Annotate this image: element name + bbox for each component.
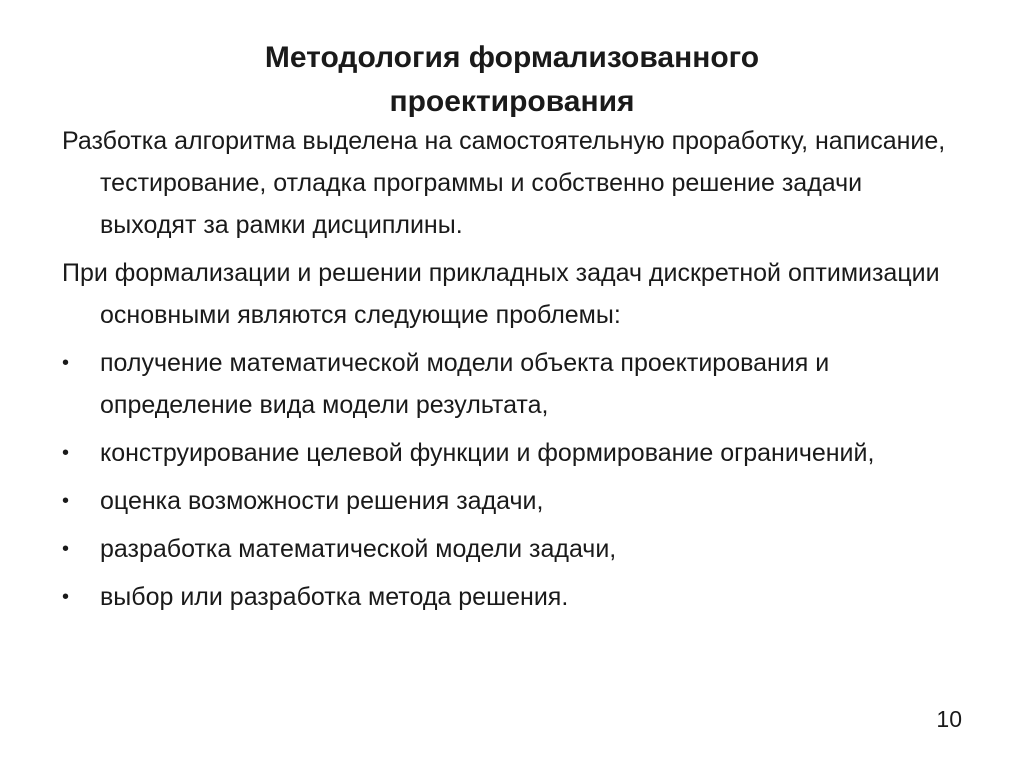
list-item	[62, 576, 962, 618]
list-item	[62, 528, 962, 570]
bullet-icon: •	[62, 538, 70, 560]
list-item-text: конструирование целевой функции и формирование ограничений,	[100, 439, 875, 467]
slide-body	[62, 120, 962, 624]
list-item	[62, 432, 962, 474]
page-number: 10	[936, 706, 962, 732]
list-item-text: оценка возможности решения задачи,	[100, 487, 544, 515]
bullet-icon: •	[62, 586, 70, 608]
list-item-text: выбор или разработка метода решения.	[100, 583, 569, 611]
bullet-icon: •	[62, 442, 70, 464]
list-item-text: получение математической модели объекта проектирования и определение вида модели результата,	[100, 349, 830, 419]
paragraph-algorithm: Разботка алгоритма выделена на самостоятельную проработку, написание, тестирование, отладка программы и собственно решение задачи выходят за рамки дисциплины.	[62, 127, 946, 239]
paragraph-problems-intro: При формализации и решении прикладных задач дискретной оптимизации основными являются следующие проблемы:	[62, 259, 940, 329]
slide-title	[0, 36, 1024, 124]
slide-title-line-2: проектирования	[389, 85, 635, 118]
list-item-text: разработка математической модели задачи,	[100, 535, 617, 563]
problems-list	[62, 342, 962, 618]
list-item	[62, 480, 962, 522]
bullet-icon: •	[62, 352, 70, 374]
list-item	[62, 342, 962, 426]
bullet-icon: •	[62, 490, 70, 512]
slide-title-line-1: Методология формализованного	[264, 41, 760, 74]
